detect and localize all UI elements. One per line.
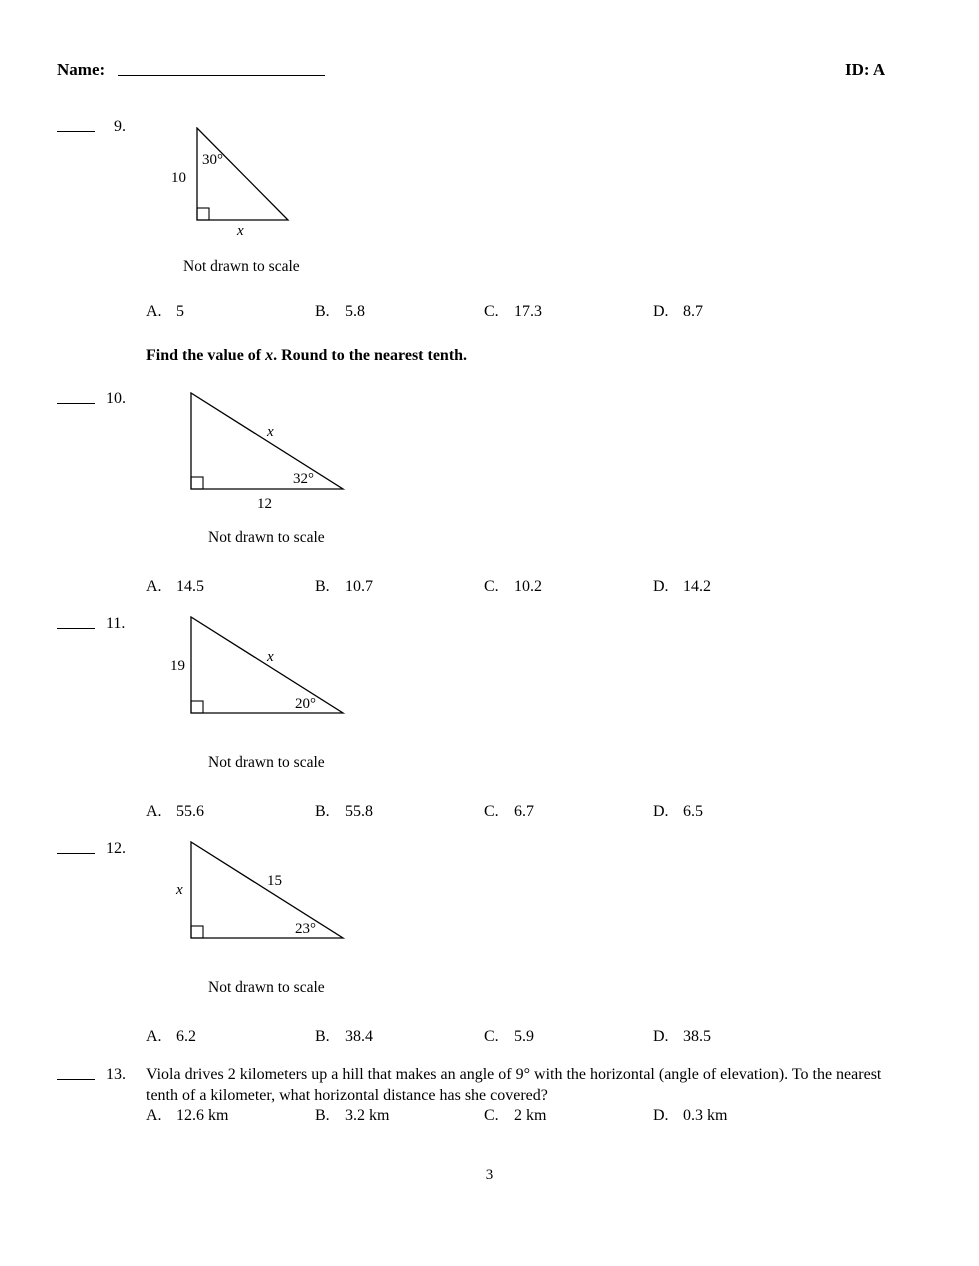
triangle-outline: [197, 128, 288, 220]
angle-label-q10: 32°: [293, 471, 314, 487]
question-number-q12: 12.: [106, 840, 126, 857]
choice-q10-c: C. 10.2: [484, 578, 542, 595]
side-label-q11: 19: [170, 658, 185, 674]
choice-q13-d: D. 0.3 km: [653, 1107, 728, 1124]
choice-q13-a: A. 12.6 km: [146, 1107, 229, 1124]
not-drawn-caption-q12: Not drawn to scale: [208, 979, 325, 996]
choice-q12-b: B. 38.4: [315, 1028, 373, 1045]
angle-label-q9: 30°: [202, 152, 223, 168]
answer-blank-q12: [57, 842, 95, 854]
question-number-q10: 10.: [106, 390, 126, 407]
choice-q10-d: D. 14.2: [653, 578, 711, 595]
right-angle-marker: [191, 477, 203, 489]
not-drawn-caption-q10: Not drawn to scale: [208, 529, 325, 546]
choice-q10-b: B. 10.7: [315, 578, 373, 595]
triangle-outline: [191, 393, 343, 489]
right-angle-marker: [191, 926, 203, 938]
hypotenuse-label-q11: x: [267, 649, 274, 665]
answer-blank-q13: [57, 1068, 95, 1080]
triangle-figure-q10: [190, 392, 346, 492]
question-number-q11: 11.: [106, 615, 126, 632]
choice-q11-d: D. 6.5: [653, 803, 703, 820]
triangle-figure-q12: [190, 841, 346, 941]
page-number: 3: [485, 1167, 494, 1183]
answer-blank-q11: [57, 617, 95, 629]
triangle-figure-q9: [196, 127, 290, 222]
choice-q12-c: C. 5.9: [484, 1028, 534, 1045]
hypotenuse-label-q10: x: [267, 424, 274, 440]
hypotenuse-label-q12: 15: [267, 873, 282, 889]
angle-label-q11: 20°: [295, 696, 316, 712]
answer-blank-q10: [57, 392, 95, 404]
choice-q9-c: C. 17.3: [484, 303, 542, 320]
name-label: Name:: [57, 60, 106, 79]
base-label-q10: 12: [257, 496, 272, 512]
triangle-outline: [191, 842, 343, 938]
name-blank-line: [118, 61, 325, 76]
choice-q9-d: D. 8.7: [653, 303, 703, 320]
angle-label-q12: 23°: [295, 921, 316, 937]
choice-q12-a: A. 6.2: [146, 1028, 196, 1045]
side-label-q9: 10: [171, 170, 186, 186]
question-number-q13: 13.: [106, 1066, 126, 1083]
triangle-figure-q11: [190, 616, 346, 716]
choice-q10-a: A. 14.5: [146, 578, 204, 595]
id-label: ID: A: [845, 60, 886, 79]
question-text-q13: Viola drives 2 kilometers up a hill that makes an angle of 9° with the horizontal (angle of elevation). To the nearest tenth of a kilometer, what horizontal distance has she covered?: [146, 1066, 882, 1104]
choice-q13-b: B. 3.2 km: [315, 1107, 390, 1124]
answer-blank-q9: [57, 120, 95, 132]
choice-q9-b: B. 5.8: [315, 303, 365, 320]
choice-q11-a: A. 55.6: [146, 803, 204, 820]
choice-q13-c: C. 2 km: [484, 1107, 547, 1124]
section-instruction: Find the value of x. Round to the nearest tenth.: [146, 347, 468, 364]
choice-q12-d: D. 38.5: [653, 1028, 711, 1045]
question-number-q9: 9.: [114, 118, 126, 135]
choice-q11-c: C. 6.7: [484, 803, 534, 820]
not-drawn-caption-q9: Not drawn to scale: [183, 258, 300, 275]
choice-q11-b: B. 55.8: [315, 803, 373, 820]
not-drawn-caption-q11: Not drawn to scale: [208, 754, 325, 771]
base-label-q9: x: [237, 223, 244, 239]
choice-q9-a: A. 5: [146, 303, 184, 320]
right-angle-marker: [197, 208, 209, 220]
side-label-q12: x: [176, 882, 183, 898]
right-angle-marker: [191, 701, 203, 713]
